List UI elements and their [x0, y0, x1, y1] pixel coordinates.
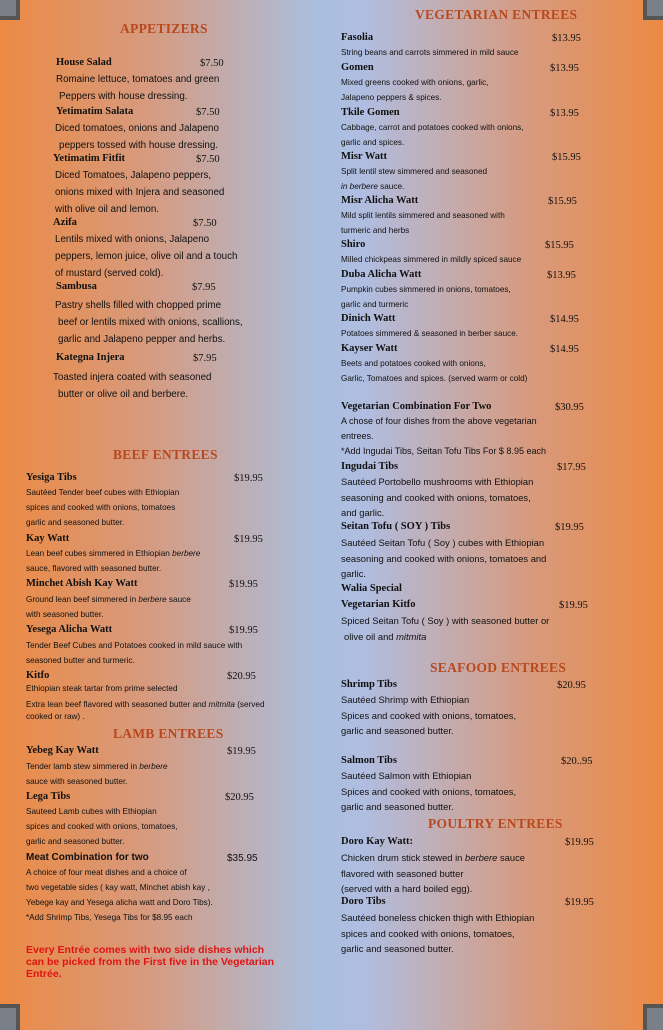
item-price: $13.95	[550, 63, 579, 74]
item-name: Kategna Injera	[56, 352, 125, 363]
item-description: Sautéed Seitan Tofu ( Soy ) cubes with Ethiopian seasoning and cooked with onions, tomatoes and garlic.	[341, 537, 547, 579]
item-description: Diced Tomatoes, Jalapeno peppers, onions mixed with Injera and seasoned with olive oil and lemon.	[55, 170, 225, 215]
corner-ornament	[643, 1004, 663, 1030]
item-price: $19.95	[559, 600, 588, 611]
item-name: Dinich Watt	[341, 313, 396, 324]
item-description: Sautéed Tender beef cubes with Ethiopian spices and cooked with onions, tomatoes garlic and seasoned butter.	[26, 488, 180, 527]
item-name: Azifa	[53, 217, 77, 228]
item-description: Sauteed Lamb cubes with Ethiopian spices and cooked with onions, tomatoes, garlic and seasoned butter.	[26, 807, 178, 846]
item-description: Sautéed boneless chicken thigh with Ethiopian spices and cooked with onions, tomatoes, garlic and seasoned butter.	[341, 912, 535, 954]
section-heading-poultry: POULTRY ENTREES	[428, 816, 563, 831]
item-price: $19.95	[227, 746, 256, 757]
item-description: Cabbage, carrot and potatoes cooked with onions, garlic and spices.	[341, 123, 524, 147]
item-name: Minchet Abish Kay Watt	[26, 578, 138, 589]
item-name: Kayser Watt	[341, 343, 398, 354]
corner-ornament	[0, 1004, 20, 1030]
item-price: $20..95	[561, 756, 593, 767]
item-description: Pastry shells filled with chopped prime beef or lentils mixed with onions, scallions, garlic and Jalapeno pepper and herbs.	[55, 300, 243, 345]
item-description: Sautéed Shrimp with Ethiopian Spices and cooked with onions, tomatoes, garlic and seasoned butter.	[341, 694, 517, 736]
item-description: Beets and potatoes cooked with onions, Garlic, Tomatoes and spices. (served warm or cold)	[341, 359, 528, 383]
item-description: Sautéed Portobello mushrooms with Ethiopian seasoning and cooked with onions, tomatoes, and garlic.	[341, 476, 534, 518]
item-price: $20.95	[227, 671, 256, 682]
item-name: Vegetarian Kitfo	[341, 599, 416, 610]
item-name: Gomen	[341, 62, 374, 73]
item-name: Kay Watt	[26, 533, 70, 544]
item-name: Meat Combination for two	[26, 852, 149, 863]
item-name: Lega Tibs	[26, 791, 71, 802]
item-name: Yesega Alicha Watt	[26, 624, 113, 635]
item-description: Potatoes simmered & seasoned in berber sauce.	[341, 329, 519, 338]
item-price: $13.95	[550, 108, 579, 119]
item-price: $7.50	[196, 107, 220, 118]
item-price: $19.95	[229, 625, 258, 636]
item-price: $19.95	[229, 579, 258, 590]
item-price: $30.95	[555, 402, 584, 413]
item-name: Shrimp Tibs	[341, 679, 397, 690]
item-price: $14.95	[550, 344, 579, 355]
item-name: Yesiga Tibs	[26, 472, 77, 483]
item-name: Ingudai Tibs	[341, 461, 399, 472]
item-price: $15.95	[545, 240, 574, 251]
item-name: Walia Special	[341, 583, 402, 594]
corner-ornament	[0, 0, 20, 20]
item-description: Mild split lentils simmered and seasoned with turmeric and herbs	[341, 211, 505, 235]
item-name: Misr Alicha Watt	[341, 195, 419, 206]
item-price: $17.95	[557, 462, 586, 473]
item-description: Tender lamb stew simmered in berbere sauce with seasoned butter.	[26, 762, 168, 786]
item-description: Ethiopian steak tartar from prime selected Extra lean beef flavored with seasoned butter and mitmita (served cooked or raw) .	[26, 684, 265, 721]
item-name: Yebeg Kay Watt	[26, 745, 99, 756]
item-price: $7.50	[196, 154, 220, 165]
item-description: String beans and carrots simmered in mild sauce	[341, 48, 519, 57]
item-description: Tender Beef Cubes and Potatoes cooked in mild sauce with seasoned butter and turmeric.	[26, 641, 243, 665]
section-heading-appetizers: APPETIZERS	[120, 21, 208, 36]
item-price: $19.95	[234, 534, 263, 545]
item-price: $7.50	[200, 58, 224, 69]
item-description: Lean beef cubes simmered in Ethiopian berbere sauce, flavored with seasoned butter.	[26, 549, 201, 573]
item-name: Fasolia	[341, 32, 374, 43]
item-name: Salmon Tibs	[341, 755, 397, 766]
item-name: Yetimatim Salata	[56, 106, 134, 117]
item-price: $19.95	[555, 522, 584, 533]
item-name: Seitan Tofu ( SOY ) Tibs	[341, 521, 451, 532]
item-name: Tkile Gomen	[341, 107, 400, 118]
item-name: Doro Kay Watt:	[341, 836, 413, 847]
item-price: $15.95	[552, 152, 581, 163]
item-description: Ground lean beef simmered in berbere sauce with seasoned butter.	[26, 595, 191, 619]
item-name: Shiro	[341, 239, 366, 250]
item-description: Romaine lettuce, tomatoes and green Peppers with house dressing.	[56, 74, 220, 102]
item-price: $20.95	[225, 792, 254, 803]
item-price: $7.95	[193, 353, 217, 364]
item-name: Misr Watt	[341, 151, 387, 162]
item-price: $19.95	[565, 837, 594, 848]
item-name: Doro Tibs	[341, 896, 386, 907]
item-description: Lentils mixed with onions, Jalapeno peppers, lemon juice, olive oil and a touch of mustard (served cold).	[55, 234, 238, 279]
item-price: $19.95	[565, 897, 594, 908]
item-name: House Salad	[56, 57, 112, 68]
item-description: Split lentil stew simmered and seasoned in berbere sauce.	[341, 167, 488, 191]
item-description: A chose of four dishes from the above vegetarian entrees. *Add Ingudai Tibs, Seitan Tofu Tibs For $ 8.95 each	[341, 416, 546, 456]
item-description: Milled chickpeas simmered in mildly spiced sauce	[341, 255, 522, 264]
item-name: Yetimatim Fitfit	[53, 153, 126, 164]
item-price: $7.95	[192, 282, 216, 293]
corner-ornament	[643, 0, 663, 20]
item-price: $13.95	[547, 270, 576, 281]
item-description: Chicken drum stick stewed in berbere sauce flavored with seasoned butter (served with a hard boiled egg).	[341, 852, 525, 894]
item-price: $15.95	[548, 196, 577, 207]
item-price: $35.95	[227, 853, 258, 864]
item-name: Duba Alicha Watt	[341, 269, 422, 280]
side-dish-note: Every Entrée comes with two side dishes which can be picked from the First five in the Vegetarian Entrée.	[26, 944, 274, 980]
item-description: Spiced Seitan Tofu ( Soy ) with seasoned butter or olive oil and mitmita	[341, 615, 550, 642]
item-description: Toasted injera coated with seasoned butter or olive oil and berbere.	[53, 372, 212, 400]
item-name: Vegetarian Combination For Two	[341, 401, 492, 412]
section-heading-seafood: SEAFOOD ENTREES	[430, 660, 567, 675]
item-price: $13.95	[552, 33, 581, 44]
item-description: Sautéed Salmon with Ethiopian Spices and cooked with onions, tomatoes, garlic and seasoned butter.	[341, 770, 517, 812]
section-heading-vegetarian: VEGETARIAN ENTREES	[415, 7, 578, 22]
item-price: $7.50	[193, 218, 217, 229]
section-heading-lamb: LAMB ENTREES	[113, 726, 224, 741]
item-description: Diced tomatoes, onions and Jalapeno peppers tossed with house dressing.	[55, 123, 219, 151]
item-price: $20.95	[557, 680, 586, 691]
item-price: $14.95	[550, 314, 579, 325]
item-name: Kitfo	[26, 670, 50, 681]
item-price: $19.95	[234, 473, 263, 484]
item-description: A choice of four meat dishes and a choice of two vegetable sides ( kay watt, Minchet abish kay , Yebege kay and Yesega alicha watt and Doro Tibs). *Add Shrimp Tibs, Yesega Tibs for $8.95 each	[26, 868, 213, 922]
item-description: Mixed greens cooked with onions, garlic, Jalapeno peppers & spices.	[341, 78, 489, 102]
section-heading-beef: BEEF ENTREES	[113, 447, 218, 462]
item-description: Pumpkin cubes simmered in onions, tomatoes, garlic and turmeric	[341, 285, 511, 309]
item-name: Sambusa	[56, 281, 97, 292]
